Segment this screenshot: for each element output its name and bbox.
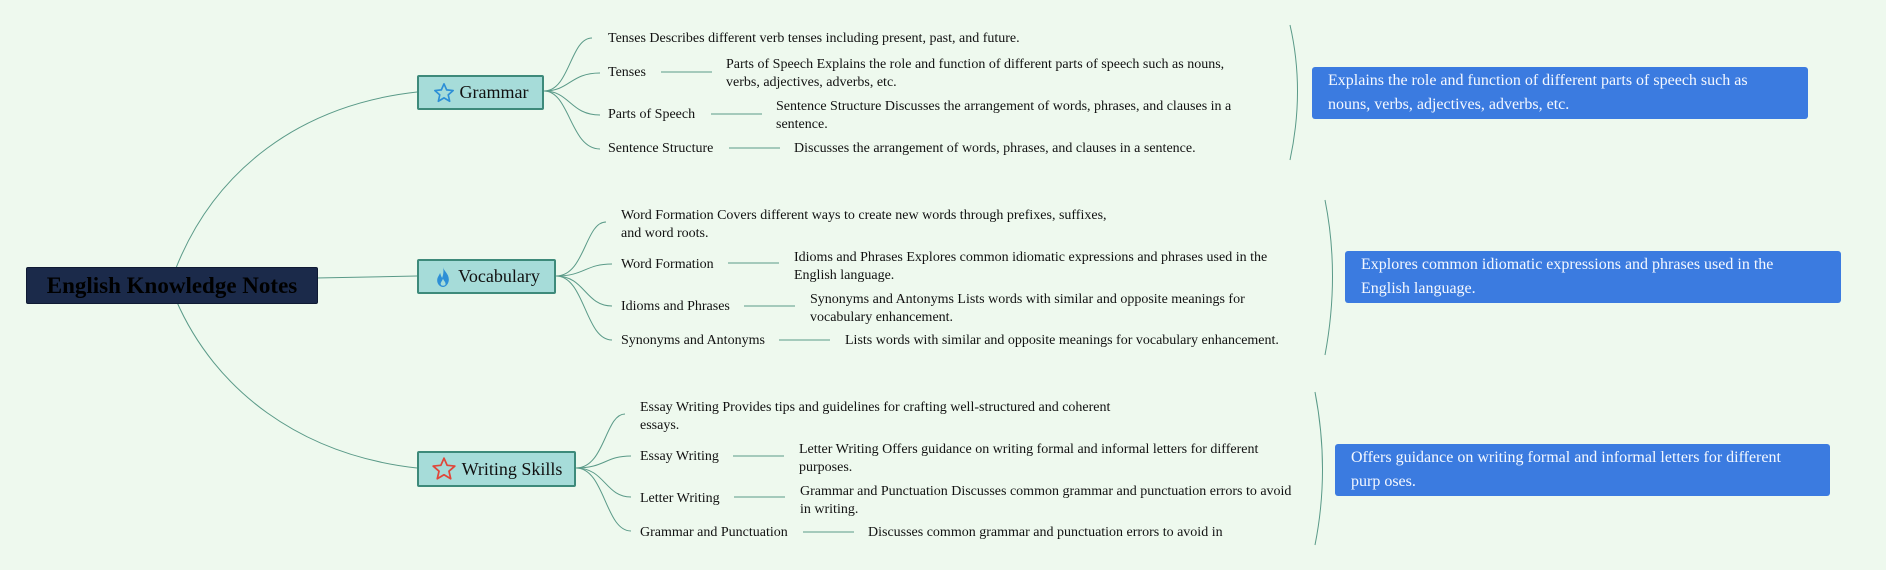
- vocabulary-item-idioms-and-phrases[interactable]: Idioms and Phrases: [621, 299, 730, 314]
- grammar-intro[interactable]: Tenses Describes different verb tenses including present, past, and future.: [608, 31, 1020, 46]
- writing-intro-link: [576, 414, 625, 468]
- writing-item-3-link: [576, 468, 631, 531]
- vocabulary-item-3-link: [556, 276, 612, 340]
- root-to-vocabulary-link: [316, 276, 417, 278]
- grammar-item-tenses-desc[interactable]: Parts of Speech Explains the role and function of different parts of speech such as nouns, verbs, adjectives, adverbs, etc.: [726, 57, 1225, 90]
- topic-label: Vocabulary: [458, 266, 540, 286]
- topic-label: Writing Skills: [461, 458, 563, 479]
- writing-item-letter-writing-desc[interactable]: Grammar and Punctuation Discusses common grammar and punctuation errors to avoid in writing.: [800, 484, 1292, 517]
- topic-label: Grammar: [459, 82, 529, 102]
- writing-item-letter-writing[interactable]: Letter Writing: [640, 491, 720, 506]
- summary-text: Offers guidance on writing formal and informal letters for different purp oses.: [1351, 449, 1781, 490]
- vocabulary-item-synonyms-and-antonyms[interactable]: Synonyms and Antonyms: [621, 333, 765, 348]
- grammar-item-2-link: [544, 91, 600, 115]
- vocabulary-item-synonyms-and-antonyms-desc[interactable]: Lists words with similar and opposite meanings for vocabulary enhancement.: [845, 333, 1279, 348]
- grammar-item-sentence-structure[interactable]: Sentence Structure: [608, 141, 714, 156]
- topic-grammar[interactable]: [417, 75, 544, 110]
- root-to-writing-link: [176, 300, 417, 468]
- grammar-item-parts-of-speech-desc[interactable]: Sentence Structure Discusses the arrangement of words, phrases, and clauses in a sentence.: [776, 99, 1232, 132]
- summary-text: Explains the role and function of different parts of speech such as nouns, verbs, adjectives, adverbs, etc.: [1328, 72, 1748, 113]
- topic-vocabulary[interactable]: [417, 259, 556, 294]
- vocabulary-item-word-formation[interactable]: Word Formation: [621, 257, 714, 272]
- vocabulary-summary-bracket: [1325, 200, 1333, 355]
- writing-item-essay-writing[interactable]: Essay Writing: [640, 449, 719, 464]
- writing-item-2-link: [576, 468, 631, 497]
- root-node[interactable]: [26, 267, 318, 304]
- grammar-summary-bracket: [1290, 25, 1298, 160]
- writing-intro[interactable]: Essay Writing Provides tips and guidelines for crafting well-structured and coherent essays.: [640, 400, 1111, 433]
- writing-summary-bracket: [1315, 392, 1323, 545]
- grammar-item-tenses[interactable]: Tenses: [608, 65, 646, 80]
- star-outline-icon: [433, 82, 455, 104]
- summary-text: Explores common idiomatic expressions and phrases used in the English language.: [1361, 256, 1774, 297]
- writing-summary[interactable]: [1335, 444, 1830, 496]
- writing-item-essay-writing-desc[interactable]: Letter Writing Offers guidance on writing formal and informal letters for different purposes.: [799, 442, 1259, 475]
- writing-item-grammar-and-punctuation-desc[interactable]: Discusses common grammar and punctuation errors to avoid in: [868, 525, 1223, 540]
- vocabulary-item-idioms-and-phrases-desc[interactable]: Synonyms and Antonyms Lists words with similar and opposite meanings for vocabulary enhancement.: [810, 292, 1245, 325]
- grammar-item-sentence-structure-desc[interactable]: Discusses the arrangement of words, phrases, and clauses in a sentence.: [794, 141, 1196, 156]
- vocabulary-intro-link: [556, 222, 606, 276]
- grammar-item-3-link: [544, 91, 600, 149]
- grammar-summary[interactable]: [1312, 67, 1808, 119]
- grammar-item-parts-of-speech[interactable]: Parts of Speech: [608, 107, 696, 122]
- vocabulary-item-2-link: [556, 276, 612, 306]
- root-to-grammar-link: [176, 92, 417, 268]
- star-outline-icon: [431, 456, 457, 482]
- vocabulary-item-word-formation-desc[interactable]: Idioms and Phrases Explores common idiomatic expressions and phrases used in the English language.: [794, 250, 1268, 283]
- writing-item-grammar-and-punctuation[interactable]: Grammar and Punctuation: [640, 525, 788, 540]
- topic-writing-skills[interactable]: [417, 451, 576, 487]
- root-title: English Knowledge Notes: [46, 272, 298, 298]
- vocabulary-intro[interactable]: Word Formation Covers different ways to create new words through prefixes, suffixes, and word roots.: [621, 208, 1107, 241]
- flame-icon: [433, 266, 453, 288]
- vocabulary-summary[interactable]: [1345, 251, 1841, 303]
